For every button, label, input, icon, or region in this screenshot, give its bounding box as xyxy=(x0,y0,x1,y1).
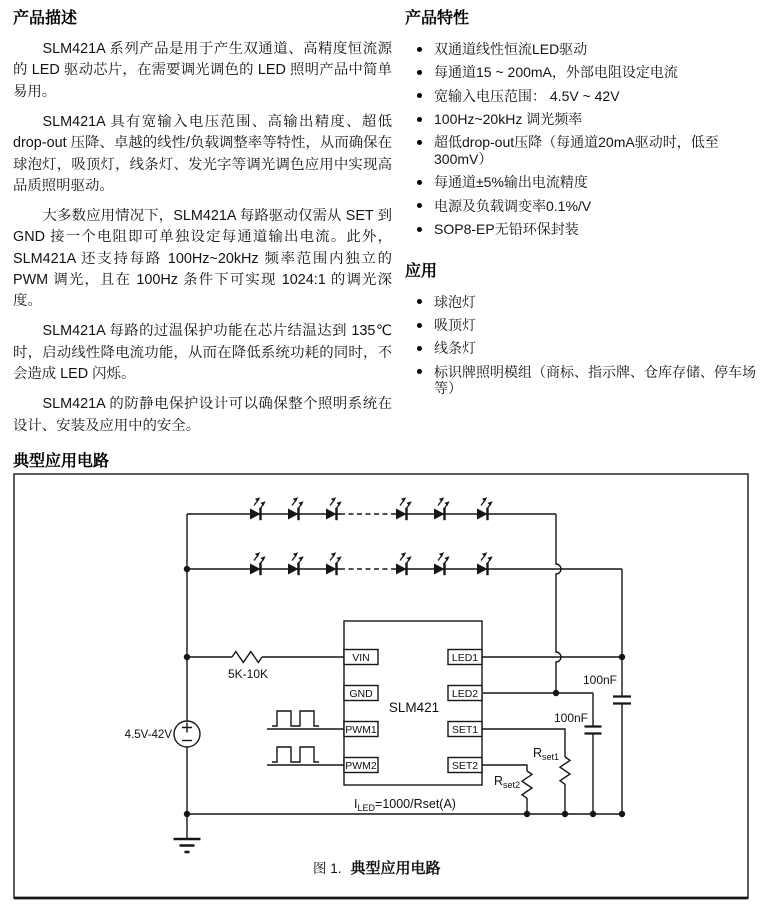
led-string-1 xyxy=(250,497,493,520)
description-heading: 产品描述 xyxy=(13,10,78,27)
current-formula: $I_{LED}=1000/Rset(A)$ xyxy=(354,797,456,813)
led-icon xyxy=(396,497,412,520)
capacitor-led2 xyxy=(554,711,602,734)
ground-icon xyxy=(174,839,201,852)
description-paragraph: SLM421A 每路的过温保护功能在芯片结温达到 135℃时，启动线性降电流功能，从而在降低系统功耗的同时，不会造成 LED 闪烁。 xyxy=(13,323,392,383)
set1-wire xyxy=(482,729,565,814)
led-icon xyxy=(326,497,342,520)
application-item: 球泡灯 xyxy=(405,294,758,311)
capacitor-led2-label: 100nF xyxy=(553,711,588,725)
chip-slm421 xyxy=(344,621,482,785)
input-resistor-label: 5K-10K xyxy=(227,667,269,681)
capacitor-led1 xyxy=(583,657,631,704)
pin-label-pwm2: PWM2 xyxy=(345,759,377,772)
led-icon xyxy=(434,552,450,575)
description-paragraph: SLM421A 系列产品是用于产生双通道、高精度恒流源的 LED 驱动芯片，在需要调光调色的 LED 照明产品中简单易用。 xyxy=(13,41,392,100)
led-string-2 xyxy=(250,552,493,575)
pin-label-vin: VIN xyxy=(352,651,370,664)
pin-label-gnd: GND xyxy=(349,687,373,700)
pin-label-set1: SET1 xyxy=(451,723,479,736)
feature-item: 双通道线性恒流LED驱动 xyxy=(405,41,758,58)
pin-label-pwm1: PWM1 xyxy=(345,723,377,736)
led-icon xyxy=(326,552,342,575)
led-icon xyxy=(288,552,304,575)
application-item: 线条灯 xyxy=(405,340,758,357)
feature-item: 超低drop-out压降（每通道20mA驱动时，低至300mV） xyxy=(405,134,758,168)
pin-label-led2: LED2 xyxy=(451,687,479,700)
applications-heading: 应用 xyxy=(405,262,438,280)
rset2-label: $R_{set2}$ xyxy=(493,774,520,790)
pwm2-waveform-icon xyxy=(267,747,344,765)
feature-item: 100Hz~20kHz 调光频率 xyxy=(405,111,758,128)
description-paragraph: 大多数应用情况下，SLM421A 每路驱动仅需从 SET 到 GND 接一个电阻即可单独设定每通道输出电流。此外，SLM421A 还支持每路 100Hz~20kHz 频率范围内独立的 PWM 调光，且在 100Hz 条件下可实现 1024:1 的调光深度。 xyxy=(13,207,392,310)
resistor-rset2 xyxy=(494,771,532,798)
voltage-source-label: 4.5V-42V xyxy=(124,729,172,741)
feature-item: 每通道15 ~ 200mA，外部电阻设定电流 xyxy=(405,64,758,81)
application-item: 吸顶灯 xyxy=(405,317,758,334)
led-icon xyxy=(250,497,266,520)
feature-item: SOP8-EP无铅环保封装 xyxy=(405,221,758,238)
feature-item: 宽输入电压范围： 4.5V ~ 42V xyxy=(405,88,758,105)
chip-label: SLM421 xyxy=(388,700,440,715)
led-icon xyxy=(434,497,450,520)
figure-caption: 图 1. 典型应用电路 xyxy=(313,860,441,877)
features-heading: 产品特性 xyxy=(405,10,470,27)
input-resistor xyxy=(228,652,268,682)
circuit-section-heading: 典型应用电路 xyxy=(13,453,110,470)
description-paragraph: SLM421A 具有宽输入电压范围、高输出精度、超低 drop-out 压降、卓越的线性/负载调整率等特性，从而确保在球泡灯，吸顶灯，线条灯、发光字等调光调色应用中实现高品质照明驱动。 xyxy=(13,113,392,194)
pin-label-led1: LED1 xyxy=(451,651,479,664)
rset1-label: $R_{set1}$ xyxy=(532,746,559,762)
led-icon xyxy=(250,552,266,575)
led-icon xyxy=(477,552,493,575)
led-string1-return-wire xyxy=(556,514,561,693)
voltage-source xyxy=(125,721,200,747)
led-icon xyxy=(477,497,493,520)
led-icon xyxy=(288,497,304,520)
led-icon xyxy=(396,552,412,575)
pin-label-set2: SET2 xyxy=(451,759,479,772)
description-paragraph: SLM421A 的防静电保护设计可以确保整个照明系统在设计、安装及应用中的安全。 xyxy=(13,396,392,434)
feature-item: 电源及负载调变率0.1%/V xyxy=(405,198,758,215)
capacitor-led1-label: 100nF xyxy=(582,673,617,687)
pwm1-waveform-icon xyxy=(267,711,344,729)
feature-item: 每通道±5%输出电流精度 xyxy=(405,174,758,191)
application-item: 标识牌照明模组（商标、指示牌、仓库存储、停车场等） xyxy=(405,364,758,398)
